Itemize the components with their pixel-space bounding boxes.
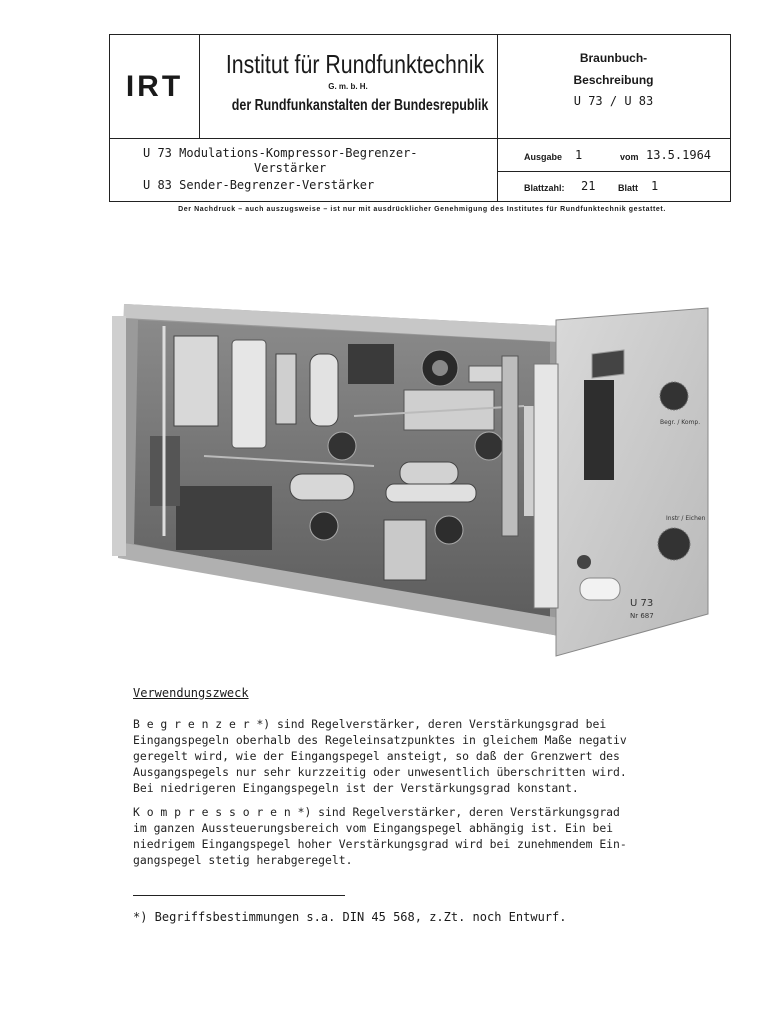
braunbuch-line1: Braunbuch-	[579, 51, 648, 65]
footnote: *) Begriffsbestimmungen s.a. DIN 45 568, z.Zt. noch Entwurf.	[133, 910, 567, 924]
device-types	[110, 138, 497, 201]
ausgabe-value: 1	[575, 148, 583, 162]
panel-model-label: U 73	[630, 598, 654, 609]
footnote-divider	[133, 895, 345, 896]
device-photo	[104, 296, 718, 662]
blatt-label: Blatt	[618, 183, 638, 193]
text-line: K o m p r e s s o r e n *) sind Regelverstärker, deren Verstärkungsgrad	[133, 805, 620, 819]
knob1-label: Begr. / Komp.	[660, 419, 701, 426]
blatt-value: 1	[651, 179, 659, 193]
meter-window	[584, 380, 614, 480]
blattzahl-value: 21	[581, 179, 596, 193]
blattzahl-label: Blattzahl:	[524, 183, 565, 193]
text-line: Eingangspegeln oberhalb des Regeleinsatzpunktes in gleichem Maße negativ	[133, 733, 627, 747]
vom-label: vom	[620, 152, 639, 162]
reprint-notice: Der Nachdruck – auch auszugsweise – ist nur mit ausdrücklicher Genehmigung des Institutes für Rundfunktechnik gestattet.	[178, 206, 666, 213]
institute-block	[199, 35, 497, 138]
section-heading: Verwendungszweck	[133, 686, 249, 700]
paragraph-begrenzer	[133, 716, 733, 796]
text-line: Ausgangspegels nur sehr kurzzeitig oder unwesentlich überschritten wird.	[133, 765, 627, 779]
text-line: im ganzen Aussteuerungsbereich vom Eingangspegel abhängig ist. Ein bei	[133, 821, 614, 835]
vom-value: 13.5.1964	[646, 148, 712, 162]
paragraph-kompressoren	[133, 804, 733, 868]
divider	[497, 138, 498, 201]
institute-title: Institut für Rundfunktechnik	[225, 49, 485, 79]
ausgabe-label: Ausgabe	[524, 152, 563, 162]
text-line: niedrigem Eingangspegel hoher Verstärkungsgrad wird bei zunehmendem Ein-	[133, 837, 627, 851]
institute-subtitle: der Rundfunkanstalten der Bundesrepublik	[231, 97, 489, 114]
knob2-label: Instr / Eichen	[666, 515, 706, 522]
panel-serial-label: Nr 687	[630, 612, 654, 620]
braunbuch-block	[497, 35, 730, 138]
irt-logo: IRT	[125, 69, 184, 103]
type-line: U 83 Sender-Begrenzer-Verstärker	[143, 178, 375, 192]
header-box	[109, 34, 731, 202]
type-line: Verstärker	[254, 161, 327, 175]
knob-eichen	[658, 528, 690, 560]
divider	[497, 171, 730, 172]
text-line: Bei niedrigeren Eingangspegeln ist der Verstärkungsgrad konstant.	[133, 781, 579, 795]
knob-begrenzer	[660, 382, 688, 410]
braunbuch-line2: Beschreibung	[573, 73, 654, 87]
braunbuch-models: U 73 / U 83	[573, 94, 654, 108]
text-line: gangspegel stetig herabgeregelt.	[133, 853, 353, 867]
text-line: B e g r e n z e r *) sind Regelverstärker, deren Verstärkungsgrad bei	[133, 717, 607, 731]
type-line: U 73 Modulations-Kompressor-Begrenzer-	[143, 146, 418, 160]
text-line: geregelt wird, wie der Eingangspegel ansteigt, so daß der Grenzwert des	[133, 749, 620, 763]
institute-suffix: G. m. b. H.	[328, 82, 368, 91]
